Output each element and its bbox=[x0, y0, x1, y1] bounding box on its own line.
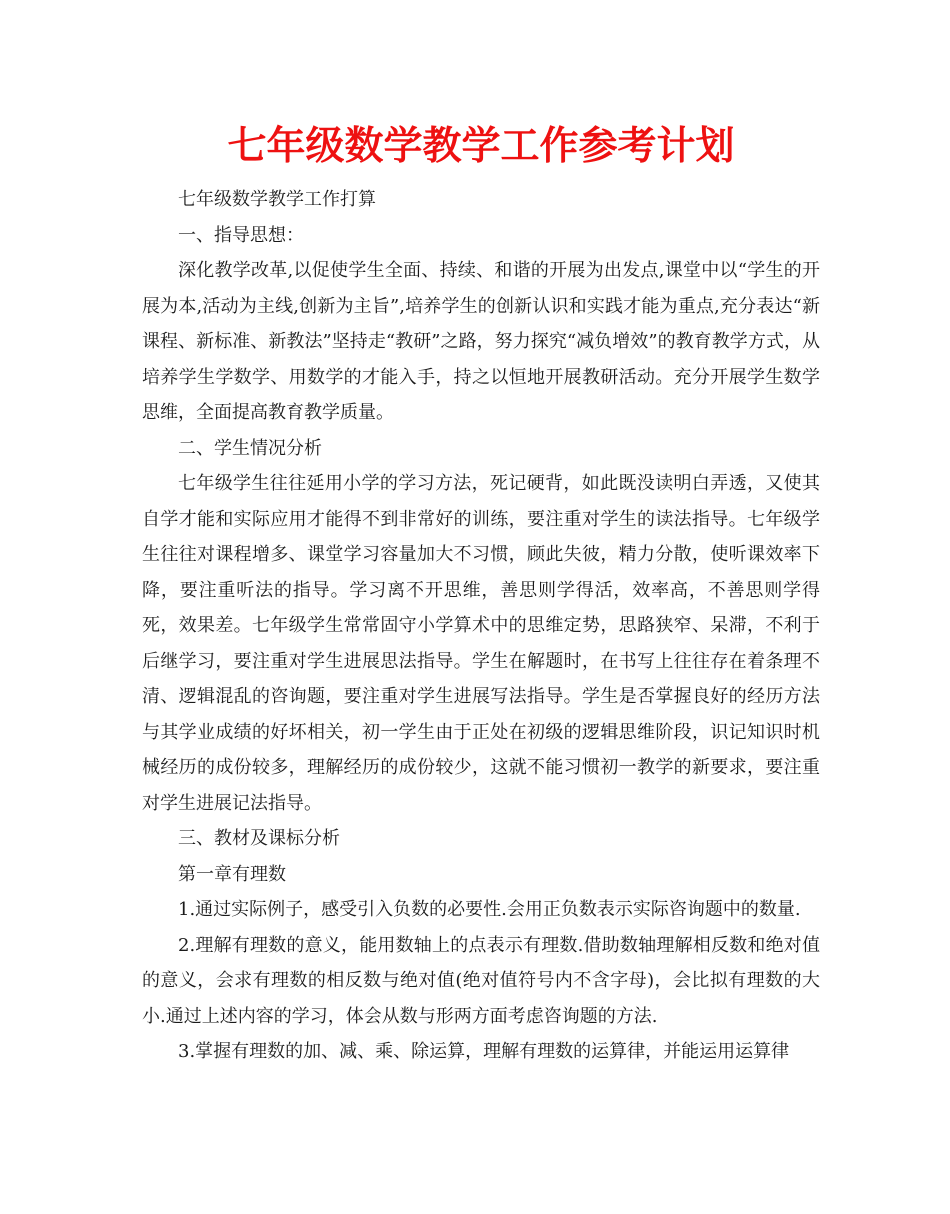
section-heading-guiding-thought: 一、指导思想： bbox=[178, 224, 304, 246]
body-paragraph: 深化教学改革,以促使学生全面、持续、和谐的开展为出发点,课堂中以“学生的开展为本,活动为主线,创新为主旨”,培养学生的创新认识和实践才能为重点,充分表达“新课程、新标准、新教法”坚持走“教研”之路，努力探究“减负增效”的教育教学方式，从培养学生学数学、用数学的才能入手，持之以恒地开展教研活动。充分开展学生数学思维，全面提高教育教学质量。 bbox=[142, 260, 820, 423]
document-title: 七年级数学教学工作参考计划 bbox=[227, 124, 735, 169]
body-paragraph: 七年级学生往往延用小学的学习方法，死记硬背，如此既没读明白弄透，又使其自学才能和实际应用才能得不到非常好的训练，要注重对学生的读法指导。七年级学生往往对课程增多、课堂学习容量加大不习惯，顾此失彼，精力分散，使听课效率下降，要注重听法的指导。学习离不开思维，善思则学得活，效率高，不善思则学得死，效果差。七年级学生常常固守小学算术中的思维定势，思路狭窄、呆滞，不利于后继学习，要注重对学生进展思法指导。学生在解题时，在书写上往往存在着条理不清、逻辑混乱的咨询题，要注重对学生进展写法指导。学生是否掌握良好的经历方法与其学业成绩的好坏相关，初一学生由于正处在初级的逻辑思维阶段，识记知识时机械经历的成份较多，理解经历的成份较少，这就不能习惯初一教学的新要求，要注重对学生进展记法指导。 bbox=[142, 473, 820, 814]
section-heading-student-analysis: 二、学生情况分析 bbox=[178, 437, 322, 459]
chapter-heading: 第一章有理数 bbox=[178, 863, 286, 885]
list-item: 2.理解有理数的意义，能用数轴上的点表示有理数.借助数轴理解相反数和绝对值的意义，会求有理数的相反数与绝对值(绝对值符号内不含字母)，会比拟有理数的大小.通过上述内容的学习，体会从数与形两方面考虑咨询题的方法. bbox=[142, 934, 820, 1027]
subtitle-line: 七年级数学教学工作打算 bbox=[178, 189, 376, 210]
list-item: 1.通过实际例子，感受引入负数的必要性.会用正负数表示实际咨询题中的数量. bbox=[178, 899, 801, 920]
list-item: 3.掌握有理数的加、减、乘、除运算，理解有理数的运算律，并能运用运算律 bbox=[178, 1041, 790, 1062]
section-heading-textbook-analysis: 三、教材及课标分析 bbox=[178, 828, 340, 849]
